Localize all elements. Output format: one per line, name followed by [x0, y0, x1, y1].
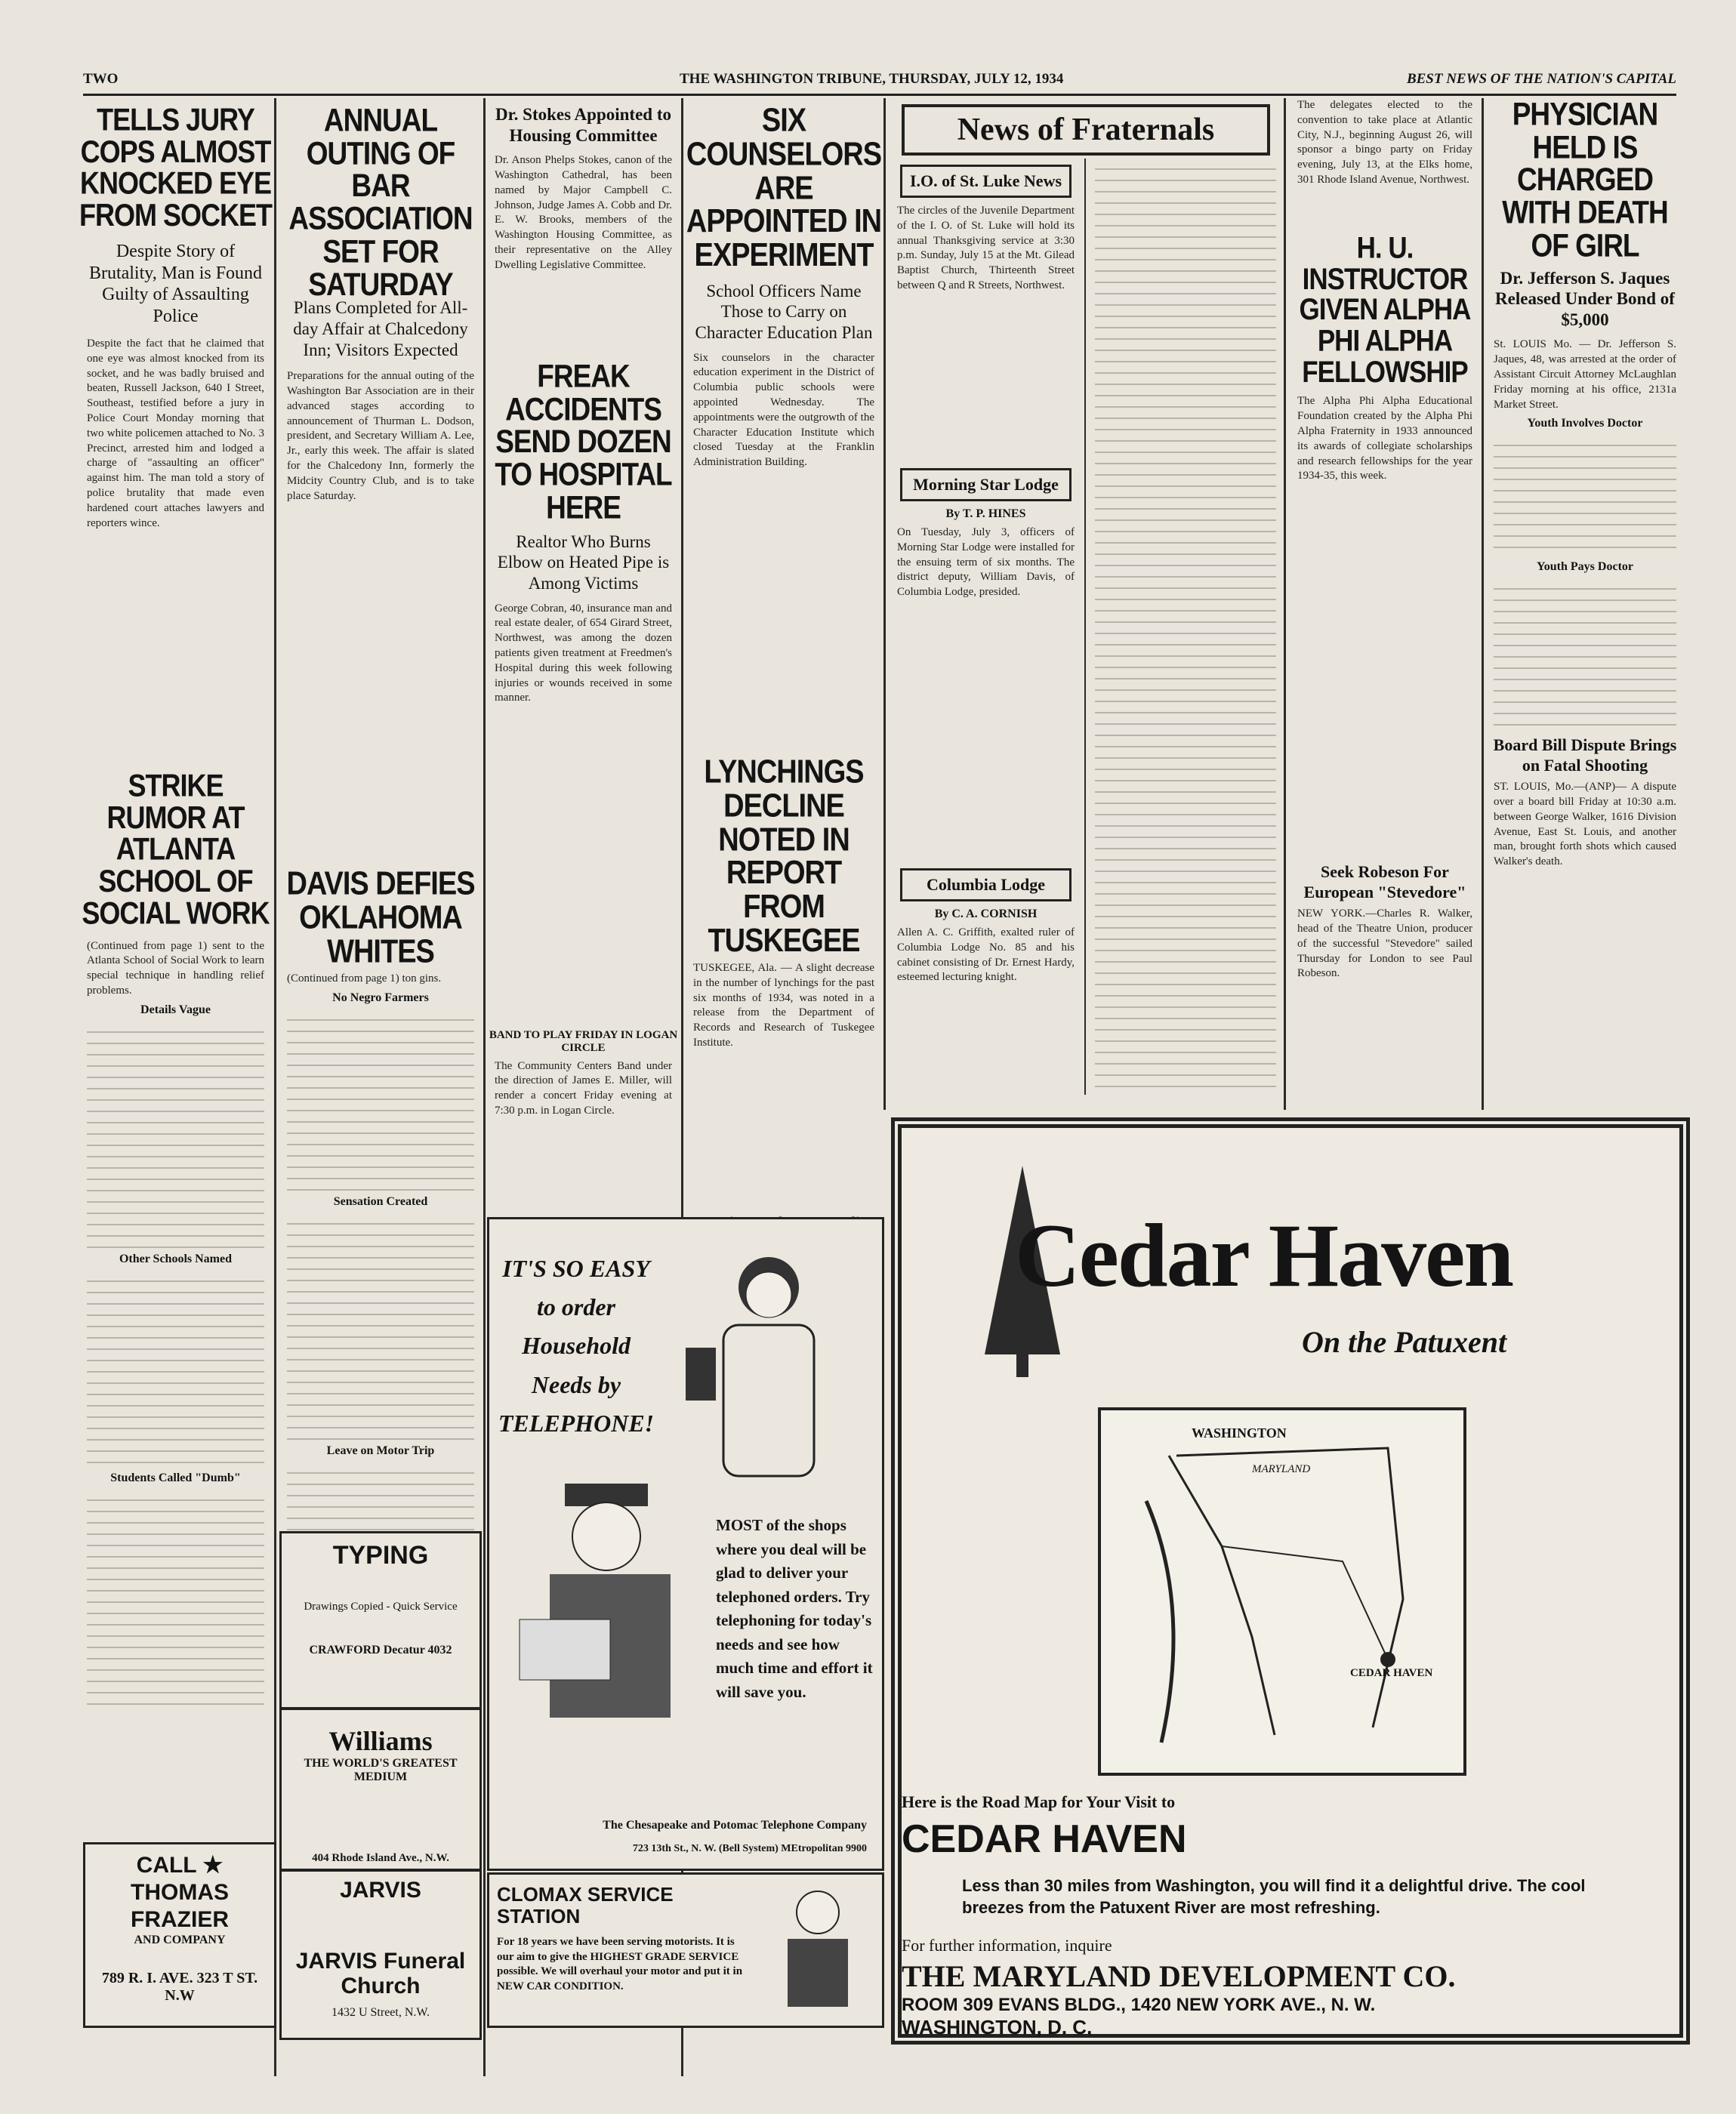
typing-ad	[279, 1531, 482, 1709]
subhead-physician: Dr. Jefferson S. Jaques Released Under Bond of $5,000	[1495, 268, 1675, 329]
cedar-blurb: Less than 30 miles from Washington, you will find it a delightful drive. The cool breezes from the Patuxent River are most refreshing.	[962, 1876, 1586, 1917]
cedar-address: ROOM 309 EVANS BLDG., 1420 NEW YORK AVE., N. W.	[902, 1995, 1376, 2015]
headline-lynchings: LYNCHINGS DECLINE NOTED IN REPORT FROM TUSKEGEE	[704, 753, 864, 959]
column-1	[79, 101, 272, 1841]
jarvis-address: 1432 U Street, N.W.	[331, 2006, 430, 2019]
headline-bar-outing: ANNUAL OUTING OF BAR ASSOCIATION SET FOR SATURDAY	[288, 102, 473, 302]
column-4	[686, 104, 882, 1214]
box-st-luke: I.O. of St. Luke News	[900, 165, 1072, 198]
column-rule	[1482, 98, 1484, 1110]
map-washington: WASHINGTON	[1192, 1425, 1287, 1441]
jarvis-name: JARVIS Funeral Church	[295, 1949, 466, 1998]
column-rule	[1284, 98, 1286, 1110]
column-rule	[1084, 159, 1086, 1095]
text-block	[1494, 578, 1676, 729]
slogan: BEST NEWS OF THE NATION'S CAPITAL	[1406, 71, 1676, 87]
subhead-bar-outing: Plans Completed for All-day Affair at Chalcedony Inn; Visitors Expected	[293, 298, 468, 359]
page-number: TWO	[83, 71, 119, 87]
climax-body: For 18 years we have been serving motorists. It is our aim to give the HIGHEST GRADE SERVICE possible. We will overhaul your motor and put it in NEW CAR CONDITION.	[497, 1936, 743, 1992]
headline-stokes: Dr. Stokes Appointed to Housing Committee	[495, 105, 672, 145]
section-other-schools: Other Schools Named	[119, 1252, 233, 1265]
jarvis-ad	[279, 1869, 482, 2040]
headline-robeson: Seek Robeson For European "Stevedore"	[1303, 862, 1466, 901]
road-map-name: CEDAR HAVEN	[902, 1817, 1187, 1861]
article-fellowship: The Alpha Phi Alpha Educational Foundation created by the Alpha Phi Alpha Fraternity in 1933 announced its awards of collegiate scholarships and research fellowships for the year 1934-35, this week.	[1297, 395, 1472, 482]
section-motor-trip: Leave on Motor Trip	[326, 1444, 435, 1458]
headline-hu-instructor: H. U. INSTRUCTOR GIVEN ALPHA PHI ALPHA FELLOWSHIP	[1299, 230, 1471, 389]
text-block	[87, 1271, 264, 1467]
frazier-title: CALL ★ THOMAS FRAZIER	[131, 1853, 229, 1932]
text-block	[87, 1022, 264, 1248]
article-morning-star: On Tuesday, July 3, officers of Morning Star Lodge were installed for the ensuing term of six months. The district deputy, William Davis, of Columbia Lodge, presided.	[897, 526, 1075, 599]
woman-phone-illustration	[655, 1234, 874, 1491]
text-block	[87, 1490, 264, 1709]
climax-title: CLOMAX SERVICE STATION	[497, 1883, 674, 1928]
subhead-six-counselors: School Officers Name Those to Carry on Character Education Plan	[695, 281, 873, 342]
typing-contact: CRAWFORD Decatur 4032	[309, 1644, 452, 1656]
text-block	[1095, 159, 1276, 1095]
column-7	[1486, 98, 1684, 1102]
article-physician: St. LOUIS Mo. — Dr. Jefferson S. Jaques, 48, was arrested at the order of Assistant Circuit Attorney McLaughlan Friday morning at his office, 2131a Market Street.	[1494, 338, 1676, 411]
cedar-title: Cedar Haven	[1015, 1205, 1513, 1305]
phone-ad-body: MOST of the shops where you deal will be glad to deliver your telephoned orders. Try telephoning for today's needs and see how much time and effort it will save you.	[716, 1516, 873, 1701]
text-block	[287, 1009, 474, 1191]
column-6	[1290, 98, 1480, 1102]
article-st-luke: The circles of the Juvenile Department of the I. O. of St. Luke will hold its annual Thanksgiving service at 3:30 p.m. Sunday, July 15 at the Mt. Gilead Baptist Church, Thirteenth Street between Q and R Streets, Northwest.	[897, 205, 1075, 291]
column-3	[487, 104, 680, 1214]
article-freak-accidents: George Cobran, 40, insurance man and real estate dealer, of 654 Girard Street, Northwest, was among the dozen patients given treatment at Freedmen's Hospital during this week following injuries or wounds received in some manner.	[495, 602, 672, 704]
williams-address: 404 Rhode Island Ave., N.W.	[312, 1852, 449, 1864]
column-rule	[883, 98, 886, 1110]
williams-title: Williams	[328, 1726, 433, 1756]
mechanic-illustration	[761, 1882, 874, 2018]
williams-sub: THE WORLD'S GREATEST MEDIUM	[304, 1757, 458, 1783]
jarvis-title: JARVIS	[340, 1878, 421, 1903]
headline-board-bill: Board Bill Dispute Brings on Fatal Shooting	[1493, 735, 1677, 775]
headline-strike-rumor: STRIKE RUMOR AT ATLANTA SCHOOL OF SOCIAL WORK	[82, 767, 270, 931]
article-stokes: Dr. Anson Phelps Stokes, canon of the Washington Cathedral, has been named by Major Campbell C. Johnson, Judge James A. Cobb and Dr. E. W. Brooks, members of the Washington Housing Committee, as their representative on the Alley Dwelling Legislative Committee.	[495, 154, 672, 271]
column-rule	[483, 98, 486, 2076]
frazier-address: 789 R. I. AVE. 323 T ST. N.W	[101, 1970, 258, 2004]
box-columbia: Columbia Lodge	[900, 868, 1072, 901]
cedar-haven-ad	[891, 1117, 1690, 2045]
subhead-freak-accidents: Realtor Who Burns Elbow on Heated Pipe is Among Victims	[497, 532, 670, 593]
section-sensation-created: Sensation Created	[333, 1195, 428, 1209]
section-no-negro-farmers: No Negro Farmers	[332, 991, 429, 1005]
box-morning-star: Morning Star Lodge	[900, 468, 1072, 501]
cedar-subtitle: On the Patuxent	[1302, 1325, 1507, 1359]
frazier-sub: AND COMPANY	[134, 1934, 226, 1946]
subhead-jury-cops: Despite Story of Brutality, Man is Found Guilty of Assaulting Police	[88, 241, 263, 327]
headline-freak-accidents: FREAK ACCIDENTS SEND DOZEN TO HOSPITAL HERE	[495, 358, 672, 525]
section-details-vague: Details Vague	[140, 1003, 211, 1016]
text-block	[287, 1213, 474, 1440]
map-maryland: MARYLAND	[1252, 1463, 1311, 1475]
headline-jury-cops: TELLS JURY COPS ALMOST KNOCKED EYE FROM SOCKET	[79, 101, 272, 233]
byline-columbia: By C. A. CORNISH	[934, 908, 1038, 920]
fraternals-title: News of Fraternals	[902, 104, 1270, 156]
telephone-ad	[487, 1217, 884, 1871]
paper-title: THE WASHINGTON TRIBUNE, THURSDAY, JULY 12, 1934	[680, 71, 1064, 87]
section-youth-involves: Youth Involves Doctor	[1527, 417, 1643, 430]
column-fraternals	[890, 98, 1282, 1102]
article-robeson: NEW YORK.—Charles R. Walker, head of the Theatre Union, producer of the successful "Stevedore" sailed Thursday for London to see Paul Robeson.	[1297, 908, 1472, 980]
typing-line: Drawings Copied - Quick Service	[304, 1601, 458, 1613]
frazier-ad	[83, 1842, 276, 2028]
band-headline: BAND TO PLAY FRIDAY IN LOGAN CIRCLE	[489, 1028, 678, 1054]
article-jury-cops: Despite the fact that he claimed that one eye was almost knocked from its socket, and he was badly bruised and beaten, Russell Jackson, 640 I Street, Southeast, testified before a jury in Police Court Monday morning that two white policemen attached to No. 3 Precinct, arrested him and lodged a charge of "assaulting an officer" against him. The man told a story of police brutality that made even hardened court attaches lawyers and reporters wince.	[87, 337, 264, 529]
phone-company: The Chesapeake and Potomac Telephone Company	[603, 1819, 867, 1832]
text-block	[1494, 435, 1676, 556]
williams-ad	[279, 1708, 482, 1871]
article-columbia: Allen A. C. Griffith, exalted ruler of Columbia Lodge No. 85 and his cabinet consisting of Dr. Ernest Hardy, esteemed lecturing knight.	[897, 926, 1075, 984]
cedar-city: WASHINGTON, D. C.	[902, 2016, 1093, 2038]
article-bar-outing: Preparations for the annual outing of the Washington Bar Association are in their advanced stages according to announcement of Thurman L. Dodson, president, and Secretary William A. Lee, Jr., early this week. The affair is slated for the Chalcedony Inn, formerly the Midcity Country Club, and is to take place Saturday.	[287, 370, 474, 502]
masthead	[83, 66, 1676, 96]
column-rule	[274, 98, 276, 2076]
phone-ad-title: IT'S SO EASY to order Household Needs by TELEPHONE!	[498, 1255, 655, 1437]
article-board-bill: ST. LOUIS, Mo.—(ANP)— A dispute over a board bill Friday at 10:30 a.m. between George Walker, 1616 Division Avenue, East St. Louis, and another man, brought forth shots which caused Walker's death.	[1494, 781, 1676, 868]
headline-physician: PHYSICIAN HELD IS CHARGED WITH DEATH OF GIRL	[1502, 96, 1668, 263]
deliveryman-illustration	[504, 1468, 716, 1725]
headline-six-counselors: SIX COUNSELORS ARE APPOINTED IN EXPERIMENT	[686, 102, 882, 274]
article-strike-rumor: (Continued from page 1) sent to the Atlanta School of Social Work to learn special technique in handling relief problems.	[87, 939, 264, 997]
road-map	[1098, 1407, 1466, 1776]
climax-ad	[487, 1872, 884, 2028]
section-youth-pays: Youth Pays Doctor	[1537, 560, 1633, 574]
article-lynchings: TUSKEGEE, Ala. — A slight decrease in the number of lynchings for the past six months of 1934, was noted in a release from the Department of Records and Research of Tuskegee Institute.	[693, 962, 874, 1049]
phone-address: 723 13th St., N. W. (Bell System) MEtropolitan 9900	[632, 1843, 867, 1854]
article-davis-defies: (Continued from page 1) ton gins.	[287, 972, 442, 985]
byline-morning-star: By T. P. HINES	[945, 507, 1026, 520]
section-students-dumb: Students Called "Dumb"	[110, 1471, 241, 1484]
article-six-counselors: Six counselors in the character education experiment in the District of Columbia public schools were appointed Wednesday. The appointments were the outgrowth of the Character Education Institute which closed Tuesday at the Franklin Administration Building.	[693, 351, 874, 469]
cedar-inquire: For further information, inquire	[902, 1936, 1112, 1955]
headline-davis-defies: DAVIS DEFIES OKLAHOMA WHITES	[286, 865, 475, 970]
typing-title: TYPING	[332, 1541, 429, 1570]
article-bingo: The delegates elected to the convention to take place at Atlantic City, N.J., beginning August 26, will sponsor a bingo party on Friday evening, July 13, at the Elks home, 301 Rhode Island Avenue, Northwest.	[1297, 99, 1472, 186]
cedar-company: THE MARYLAND DEVELOPMENT CO.	[902, 1959, 1456, 1993]
map-cedar-haven: CEDAR HAVEN	[1350, 1667, 1433, 1679]
article-band: The Community Centers Band under the direction of James E. Miller, will render a concert Friday evening at 7:30 p.m. in Logan Circle.	[495, 1059, 672, 1117]
road-map-line: Here is the Road Map for Your Visit to	[902, 1792, 1176, 1811]
